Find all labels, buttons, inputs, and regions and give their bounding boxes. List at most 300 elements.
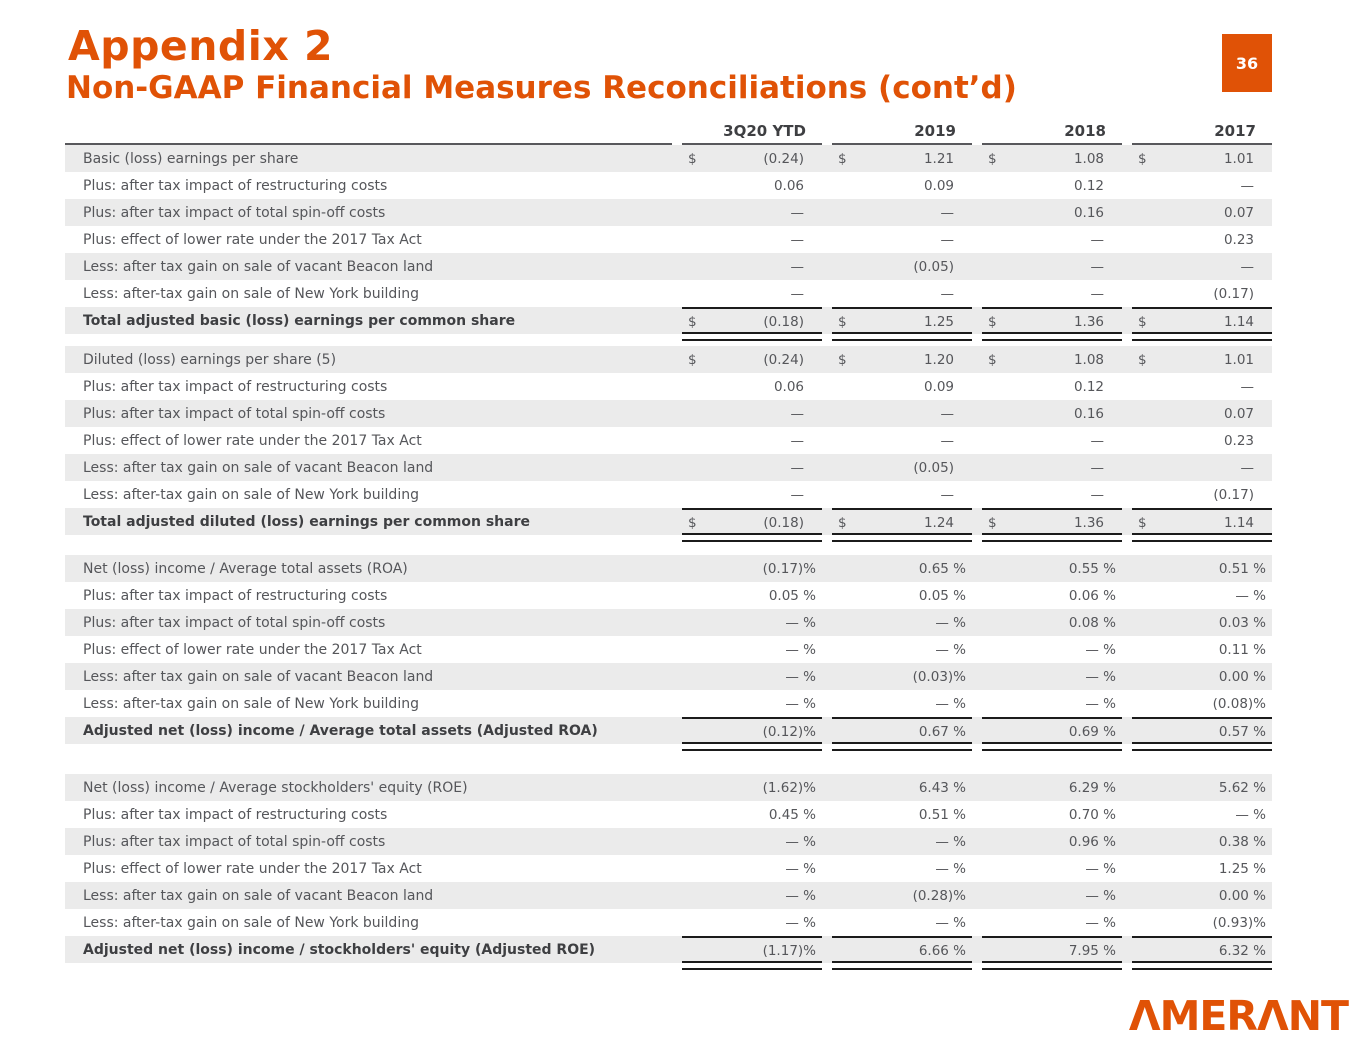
cell-value: — %	[785, 695, 816, 712]
cell-value: — %	[935, 860, 966, 877]
value-cell	[832, 172, 972, 199]
cell-value: — %	[785, 914, 816, 931]
value-cell	[1132, 609, 1272, 636]
cell-value: 1.01	[1223, 351, 1254, 368]
cell-value: — %	[785, 641, 816, 658]
cell-value: 0.06	[773, 177, 804, 194]
value-cell	[682, 199, 822, 226]
dollar-sign: $	[688, 313, 697, 330]
value-cell	[832, 508, 972, 535]
value-cell	[682, 508, 822, 535]
cell-value: —	[940, 285, 954, 302]
cell-value: 1.25 %	[1218, 860, 1266, 877]
value-cell	[682, 253, 822, 280]
value-cell	[832, 801, 972, 828]
cell-value: — %	[1085, 887, 1116, 904]
cell-value: (0.05)	[913, 459, 954, 476]
value-cell	[1132, 909, 1272, 936]
table-row	[65, 855, 1272, 882]
table-section	[65, 555, 1272, 744]
table-row	[65, 828, 1272, 855]
cell-value: (0.03)%	[912, 668, 966, 685]
value-cell	[982, 828, 1122, 855]
value-cell	[1132, 427, 1272, 454]
cell-value: 0.16	[1073, 405, 1104, 422]
cell-value: 1.20	[923, 351, 954, 368]
value-cell	[1132, 253, 1272, 280]
cell-value: — %	[785, 833, 816, 850]
row-label: Diluted (loss) earnings per share (5)	[83, 351, 337, 368]
value-cell	[982, 555, 1122, 582]
value-cell	[832, 774, 972, 801]
value-cell	[682, 172, 822, 199]
cell-value: (0.28)%	[912, 887, 966, 904]
row-label: Total adjusted diluted (loss) earnings per common share	[83, 513, 530, 530]
value-cell	[682, 582, 822, 609]
cell-value: (0.93)%	[1212, 914, 1266, 931]
value-cell	[1132, 307, 1272, 334]
cell-value: 0.12	[1073, 177, 1104, 194]
value-cell	[982, 373, 1122, 400]
value-cell	[1132, 936, 1272, 963]
dollar-sign: $	[838, 313, 847, 330]
value-cell	[832, 373, 972, 400]
cell-value: 0.09	[923, 378, 954, 395]
dollar-sign: $	[988, 351, 997, 368]
row-label: Total adjusted basic (loss) earnings per common share	[83, 312, 516, 329]
cell-value: 0.96 %	[1068, 833, 1116, 850]
cell-value: —	[1090, 258, 1104, 275]
table-row	[65, 373, 1272, 400]
value-cell	[682, 373, 822, 400]
value-cell	[1132, 481, 1272, 508]
table-section	[65, 774, 1272, 963]
cell-value: — %	[935, 914, 966, 931]
value-cell	[832, 226, 972, 253]
cell-value: 0.45 %	[768, 806, 816, 823]
table-row	[65, 280, 1272, 307]
cell-value: (1.62)%	[762, 779, 816, 796]
value-cell	[982, 774, 1122, 801]
row-label: Less: after-tax gain on sale of New York building	[83, 285, 419, 302]
cell-value: —	[1090, 231, 1104, 248]
dollar-sign: $	[838, 351, 847, 368]
value-cell	[832, 936, 972, 963]
value-cell	[682, 636, 822, 663]
page-title: Appendix 2	[68, 22, 334, 70]
value-cell	[982, 307, 1122, 334]
value-cell	[832, 609, 972, 636]
cell-value: 0.03 %	[1218, 614, 1266, 631]
value-cell	[682, 145, 822, 172]
table-row	[65, 253, 1272, 280]
table-row	[65, 400, 1272, 427]
value-cell	[682, 717, 822, 744]
value-cell	[1132, 400, 1272, 427]
value-cell	[832, 199, 972, 226]
value-cell	[982, 226, 1122, 253]
row-label: Less: after-tax gain on sale of New York building	[83, 695, 419, 712]
cell-value: —	[790, 231, 804, 248]
value-cell	[832, 346, 972, 373]
cell-value: 1.01	[1223, 150, 1254, 167]
dollar-sign: $	[1138, 150, 1147, 167]
value-cell	[1132, 774, 1272, 801]
reconciliation-table	[65, 121, 1272, 963]
row-label: Plus: effect of lower rate under the 2017 Tax Act	[83, 641, 422, 658]
table-row	[65, 145, 1272, 172]
cell-value: 0.23	[1223, 432, 1254, 449]
value-cell	[682, 555, 822, 582]
dollar-sign: $	[838, 514, 847, 531]
value-cell	[982, 801, 1122, 828]
value-cell	[1132, 882, 1272, 909]
cell-value: — %	[1085, 914, 1116, 931]
value-cell	[682, 346, 822, 373]
dollar-sign: $	[688, 351, 697, 368]
table-row	[65, 172, 1272, 199]
cell-value: 1.21	[923, 150, 954, 167]
cell-value: — %	[785, 887, 816, 904]
row-label: Less: after-tax gain on sale of New York building	[83, 486, 419, 503]
cell-value: —	[940, 231, 954, 248]
value-cell	[832, 307, 972, 334]
cell-value: —	[790, 204, 804, 221]
row-label: Basic (loss) earnings per share	[83, 150, 299, 167]
cell-value: 0.51 %	[1218, 560, 1266, 577]
cell-value: 0.38 %	[1218, 833, 1266, 850]
value-cell	[1132, 199, 1272, 226]
value-cell	[832, 882, 972, 909]
value-cell	[682, 828, 822, 855]
cell-value: 0.16	[1073, 204, 1104, 221]
value-cell	[682, 882, 822, 909]
cell-value: —	[790, 405, 804, 422]
value-cell	[832, 145, 972, 172]
cell-value: 6.43 %	[918, 779, 966, 796]
table-row	[65, 690, 1272, 717]
cell-value: —	[940, 405, 954, 422]
table-header-row	[65, 121, 1272, 145]
cell-value: 1.08	[1073, 150, 1104, 167]
value-cell	[682, 226, 822, 253]
row-label: Less: after tax gain on sale of vacant Beacon land	[83, 887, 434, 904]
cell-value: 0.12	[1073, 378, 1104, 395]
value-cell	[982, 936, 1122, 963]
row-label: Adjusted net (loss) income / Average total assets (Adjusted ROA)	[83, 722, 598, 739]
value-cell	[1132, 636, 1272, 663]
value-cell	[832, 555, 972, 582]
cell-value: (0.08)%	[1212, 695, 1266, 712]
row-label: Plus: after tax impact of restructuring costs	[83, 587, 388, 604]
cell-value: (0.18)	[763, 313, 804, 330]
value-cell	[982, 280, 1122, 307]
value-cell	[982, 609, 1122, 636]
cell-value: —	[940, 486, 954, 503]
value-cell	[982, 882, 1122, 909]
cell-value: 0.57 %	[1218, 723, 1266, 740]
cell-value: 0.70 %	[1068, 806, 1116, 823]
table-row	[65, 454, 1272, 481]
dollar-sign: $	[988, 313, 997, 330]
value-cell	[682, 481, 822, 508]
value-cell	[982, 636, 1122, 663]
table-total-row	[65, 936, 1272, 963]
value-cell	[832, 909, 972, 936]
cell-value: 0.09	[923, 177, 954, 194]
value-cell	[832, 253, 972, 280]
value-cell	[682, 663, 822, 690]
row-label: Plus: after tax impact of total spin-off costs	[83, 405, 386, 422]
value-cell	[1132, 555, 1272, 582]
table-row	[65, 636, 1272, 663]
value-cell	[832, 717, 972, 744]
cell-value: 1.25	[923, 313, 954, 330]
cell-value: 0.08 %	[1068, 614, 1116, 631]
value-cell	[982, 253, 1122, 280]
value-cell	[982, 855, 1122, 882]
table-total-row	[65, 717, 1272, 744]
cell-value: (0.12)%	[762, 723, 816, 740]
cell-value: (0.18)	[763, 514, 804, 531]
table-row	[65, 555, 1272, 582]
value-cell	[982, 454, 1122, 481]
value-cell	[682, 909, 822, 936]
cell-value: — %	[1235, 587, 1266, 604]
cell-value: (0.05)	[913, 258, 954, 275]
cell-value: 0.51 %	[918, 806, 966, 823]
cell-value: —	[790, 459, 804, 476]
dollar-sign: $	[838, 150, 847, 167]
row-label: Plus: after tax impact of restructuring costs	[83, 378, 388, 395]
dollar-sign: $	[988, 150, 997, 167]
column-header-2018: 2018	[982, 121, 1122, 145]
cell-value: 0.07	[1223, 204, 1254, 221]
value-cell	[832, 400, 972, 427]
cell-value: —	[1240, 459, 1254, 476]
cell-value: —	[1240, 177, 1254, 194]
table-body	[65, 145, 1272, 963]
cell-value: — %	[785, 614, 816, 631]
row-label: Less: after-tax gain on sale of New York building	[83, 914, 419, 931]
table-row	[65, 882, 1272, 909]
cell-value: — %	[935, 614, 966, 631]
cell-value: 1.24	[923, 514, 954, 531]
cell-value: 6.29 %	[1068, 779, 1116, 796]
cell-value: —	[940, 432, 954, 449]
row-label: Plus: after tax impact of total spin-off costs	[83, 204, 386, 221]
cell-value: 6.66 %	[918, 942, 966, 959]
cell-value: 0.69 %	[1068, 723, 1116, 740]
cell-value: (0.17)	[1213, 285, 1254, 302]
value-cell	[682, 400, 822, 427]
row-label: Plus: after tax impact of total spin-off costs	[83, 833, 386, 850]
cell-value: 0.07	[1223, 405, 1254, 422]
cell-value: —	[1090, 459, 1104, 476]
cell-value: (0.17)%	[762, 560, 816, 577]
row-label: Less: after tax gain on sale of vacant Beacon land	[83, 459, 434, 476]
table-row	[65, 609, 1272, 636]
page-subtitle: Non-GAAP Financial Measures Reconciliations (cont’d)	[66, 70, 1017, 107]
cell-value: — %	[935, 833, 966, 850]
value-cell	[1132, 373, 1272, 400]
value-cell	[1132, 346, 1272, 373]
value-cell	[982, 400, 1122, 427]
row-label: Net (loss) income / Average total assets (ROA)	[83, 560, 408, 577]
cell-value: —	[940, 204, 954, 221]
value-cell	[1132, 717, 1272, 744]
cell-value: 1.36	[1073, 313, 1104, 330]
value-cell	[832, 582, 972, 609]
cell-value: 0.11 %	[1218, 641, 1266, 658]
cell-value: 6.32 %	[1218, 942, 1266, 959]
table-row	[65, 801, 1272, 828]
cell-value: 0.67 %	[918, 723, 966, 740]
cell-value: — %	[1085, 641, 1116, 658]
cell-value: 0.23	[1223, 231, 1254, 248]
row-label: Adjusted net (loss) income / stockholders' equity (Adjusted ROE)	[83, 941, 596, 958]
cell-value: —	[790, 285, 804, 302]
row-label: Plus: effect of lower rate under the 2017 Tax Act	[83, 231, 422, 248]
table-row	[65, 774, 1272, 801]
value-cell	[1132, 582, 1272, 609]
dollar-sign: $	[1138, 313, 1147, 330]
cell-value: —	[790, 258, 804, 275]
value-cell	[982, 346, 1122, 373]
cell-value: — %	[1085, 668, 1116, 685]
header-label-spacer	[65, 121, 672, 145]
value-cell	[682, 690, 822, 717]
value-cell	[1132, 280, 1272, 307]
page-number-badge: 36	[1222, 34, 1272, 92]
dollar-sign: $	[688, 150, 697, 167]
value-cell	[982, 582, 1122, 609]
row-label: Plus: after tax impact of total spin-off costs	[83, 614, 386, 631]
cell-value: 5.62 %	[1218, 779, 1266, 796]
value-cell	[982, 427, 1122, 454]
cell-value: 7.95 %	[1068, 942, 1116, 959]
value-cell	[1132, 855, 1272, 882]
table-total-row	[65, 508, 1272, 535]
cell-value: — %	[935, 695, 966, 712]
cell-value: 0.05 %	[768, 587, 816, 604]
value-cell	[682, 801, 822, 828]
value-cell	[1132, 828, 1272, 855]
value-cell	[682, 307, 822, 334]
value-cell	[682, 855, 822, 882]
value-cell	[1132, 508, 1272, 535]
cell-value: — %	[1085, 695, 1116, 712]
table-row	[65, 346, 1272, 373]
value-cell	[832, 427, 972, 454]
row-label: Less: after tax gain on sale of vacant Beacon land	[83, 668, 434, 685]
value-cell	[832, 454, 972, 481]
table-section	[65, 145, 1272, 334]
dollar-sign: $	[988, 514, 997, 531]
value-cell	[832, 663, 972, 690]
column-header-2019: 2019	[832, 121, 972, 145]
cell-value: 0.05 %	[918, 587, 966, 604]
cell-value: —	[790, 486, 804, 503]
cell-value: (0.17)	[1213, 486, 1254, 503]
value-cell	[832, 855, 972, 882]
value-cell	[982, 481, 1122, 508]
table-row	[65, 199, 1272, 226]
dollar-sign: $	[1138, 351, 1147, 368]
cell-value: — %	[785, 860, 816, 877]
cell-value: 1.08	[1073, 351, 1104, 368]
value-cell	[832, 280, 972, 307]
value-cell	[1132, 454, 1272, 481]
cell-value: —	[1240, 378, 1254, 395]
row-label: Plus: after tax impact of restructuring costs	[83, 177, 388, 194]
value-cell	[982, 663, 1122, 690]
amerant-logo: ΛMERΛNT	[1128, 992, 1348, 1040]
value-cell	[982, 172, 1122, 199]
cell-value: 0.55 %	[1068, 560, 1116, 577]
cell-value: — %	[1235, 806, 1266, 823]
value-cell	[682, 454, 822, 481]
table-row	[65, 427, 1272, 454]
value-cell	[832, 481, 972, 508]
dollar-sign: $	[688, 514, 697, 531]
table-row	[65, 663, 1272, 690]
value-cell	[832, 636, 972, 663]
value-cell	[832, 828, 972, 855]
cell-value: —	[1090, 486, 1104, 503]
value-cell	[1132, 801, 1272, 828]
table-row	[65, 226, 1272, 253]
cell-value: 0.00 %	[1218, 887, 1266, 904]
row-label: Less: after tax gain on sale of vacant Beacon land	[83, 258, 434, 275]
cell-value: —	[1240, 258, 1254, 275]
value-cell	[982, 508, 1122, 535]
cell-value: — %	[785, 668, 816, 685]
cell-value: (0.24)	[763, 351, 804, 368]
value-cell	[832, 690, 972, 717]
row-label: Plus: effect of lower rate under the 2017 Tax Act	[83, 860, 422, 877]
cell-value: —	[790, 432, 804, 449]
value-cell	[1132, 226, 1272, 253]
value-cell	[682, 609, 822, 636]
cell-value: 1.14	[1223, 313, 1254, 330]
dollar-sign: $	[1138, 514, 1147, 531]
column-header-3q20-ytd: 3Q20 YTD	[682, 121, 822, 145]
row-label: Net (loss) income / Average stockholders' equity (ROE)	[83, 779, 468, 796]
row-label: Plus: after tax impact of restructuring costs	[83, 806, 388, 823]
table-row	[65, 582, 1272, 609]
cell-value: — %	[1085, 860, 1116, 877]
table-row	[65, 909, 1272, 936]
value-cell	[982, 199, 1122, 226]
value-cell	[682, 774, 822, 801]
cell-value: 0.06	[773, 378, 804, 395]
value-cell	[1132, 172, 1272, 199]
value-cell	[682, 280, 822, 307]
value-cell	[1132, 690, 1272, 717]
cell-value: — %	[935, 641, 966, 658]
table-total-row	[65, 307, 1272, 334]
value-cell	[982, 909, 1122, 936]
value-cell	[682, 427, 822, 454]
cell-value: 0.00 %	[1218, 668, 1266, 685]
cell-value: (0.24)	[763, 150, 804, 167]
value-cell	[1132, 663, 1272, 690]
cell-value: 0.06 %	[1068, 587, 1116, 604]
value-cell	[982, 145, 1122, 172]
row-label: Plus: effect of lower rate under the 2017 Tax Act	[83, 432, 422, 449]
cell-value: —	[1090, 432, 1104, 449]
